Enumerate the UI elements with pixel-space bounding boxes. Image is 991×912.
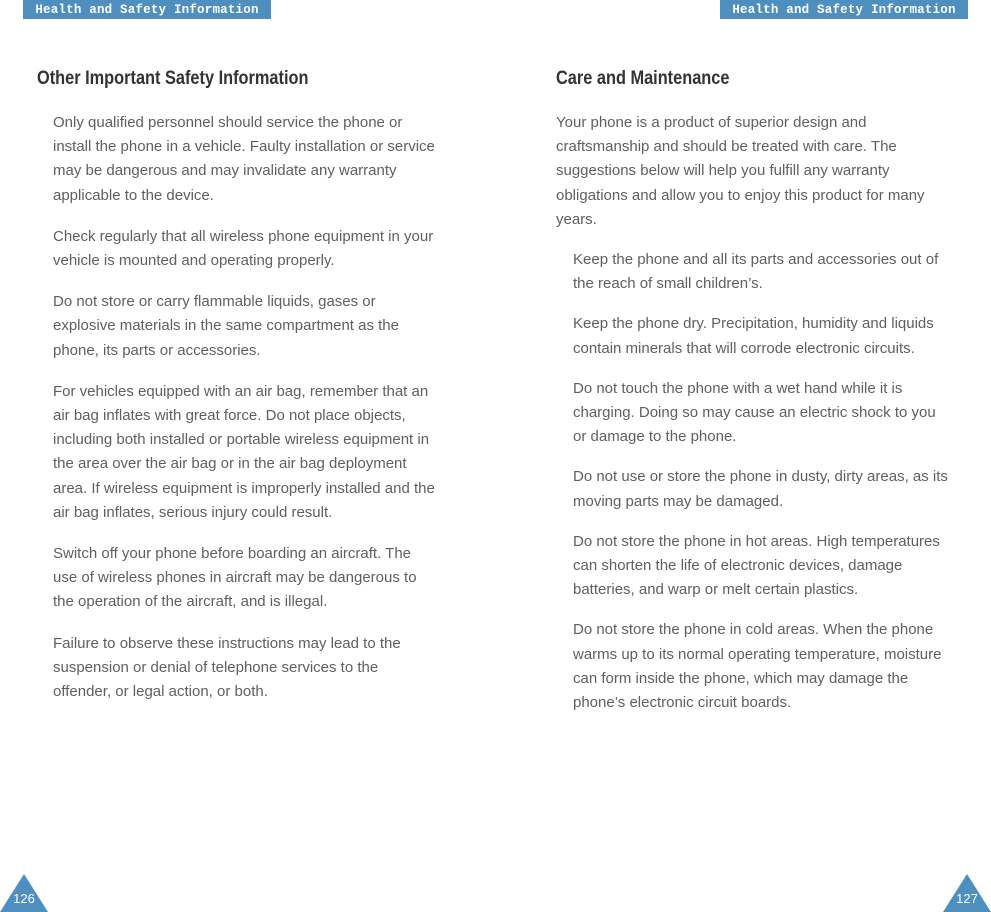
section-header-tab-left: Health and Safety Information: [23, 0, 271, 19]
left-paragraph: Do not store or carry flammable liquids, gases or explosive materials in the same compartment as the phone, its parts or accessories.: [53, 293, 399, 359]
left-paragraph: For vehicles equipped with an air bag, remember that an air bag inflates with great force. Do not place objects, including both installed or portable wireless equipment in the area over the air bag or in the air bag deployment area. If wireless equipment is improperly installed and the air bag inflates, serious injury could result.: [53, 382, 435, 521]
right-page-intro: Your phone is a product of superior design and craftsmanship and should be treated with care. The suggestions below will help you fulfill any warranty obligations and allow you to enjoy this product for many years.: [556, 114, 925, 228]
left-paragraph: Only qualified personnel should service the phone or install the phone in a vehicle. Faulty installation or service may be dangerous and may invalidate any warranty applicable to the device.: [53, 114, 435, 204]
right-paragraph: Do not use or store the phone in dusty, dirty areas, as its moving parts may be damaged.: [573, 468, 948, 510]
right-paragraph: Keep the phone dry. Precipitation, humidity and liquids contain minerals that will corrode electronic circuits.: [573, 315, 934, 357]
left-paragraph: Switch off your phone before boarding an aircraft. The use of wireless phones in aircraft may be dangerous to the operation of the aircraft, and is illegal.: [53, 545, 417, 611]
section-header-tab-right: Health and Safety Information: [720, 0, 968, 19]
page-number-right: 127: [956, 891, 978, 906]
right-paragraph: Keep the phone and all its parts and accessories out of the reach of small children’s.: [573, 251, 939, 293]
right-paragraph: Do not store the phone in hot areas. High temperatures can shorten the life of electronic devices, damage batteries, and warp or melt certain plastics.: [573, 532, 940, 599]
left-page-body: [53, 111, 435, 721]
right-paragraph: Do not touch the phone with a wet hand while it is charging. Doing so may cause an electric shock to you or damage to the phone.: [573, 379, 936, 446]
right-page-title: Care and Maintenance: [556, 68, 730, 89]
left-paragraph: Check regularly that all wireless phone equipment in your vehicle is mounted and operating properly.: [53, 227, 434, 270]
page-number-left: 126: [13, 891, 35, 906]
left-paragraph: Failure to observe these instructions may lead to the suspension or denial of telephone services to the offender, or legal action, or both.: [53, 634, 401, 701]
left-page-title: Other Important Safety Information: [37, 68, 309, 89]
right-page-body: [573, 248, 953, 731]
right-paragraph: Do not store the phone in cold areas. When the phone warms up to its normal operating temperature, moisture can form inside the phone, which may damage the phone’s electronic circuit boards.: [573, 621, 942, 712]
